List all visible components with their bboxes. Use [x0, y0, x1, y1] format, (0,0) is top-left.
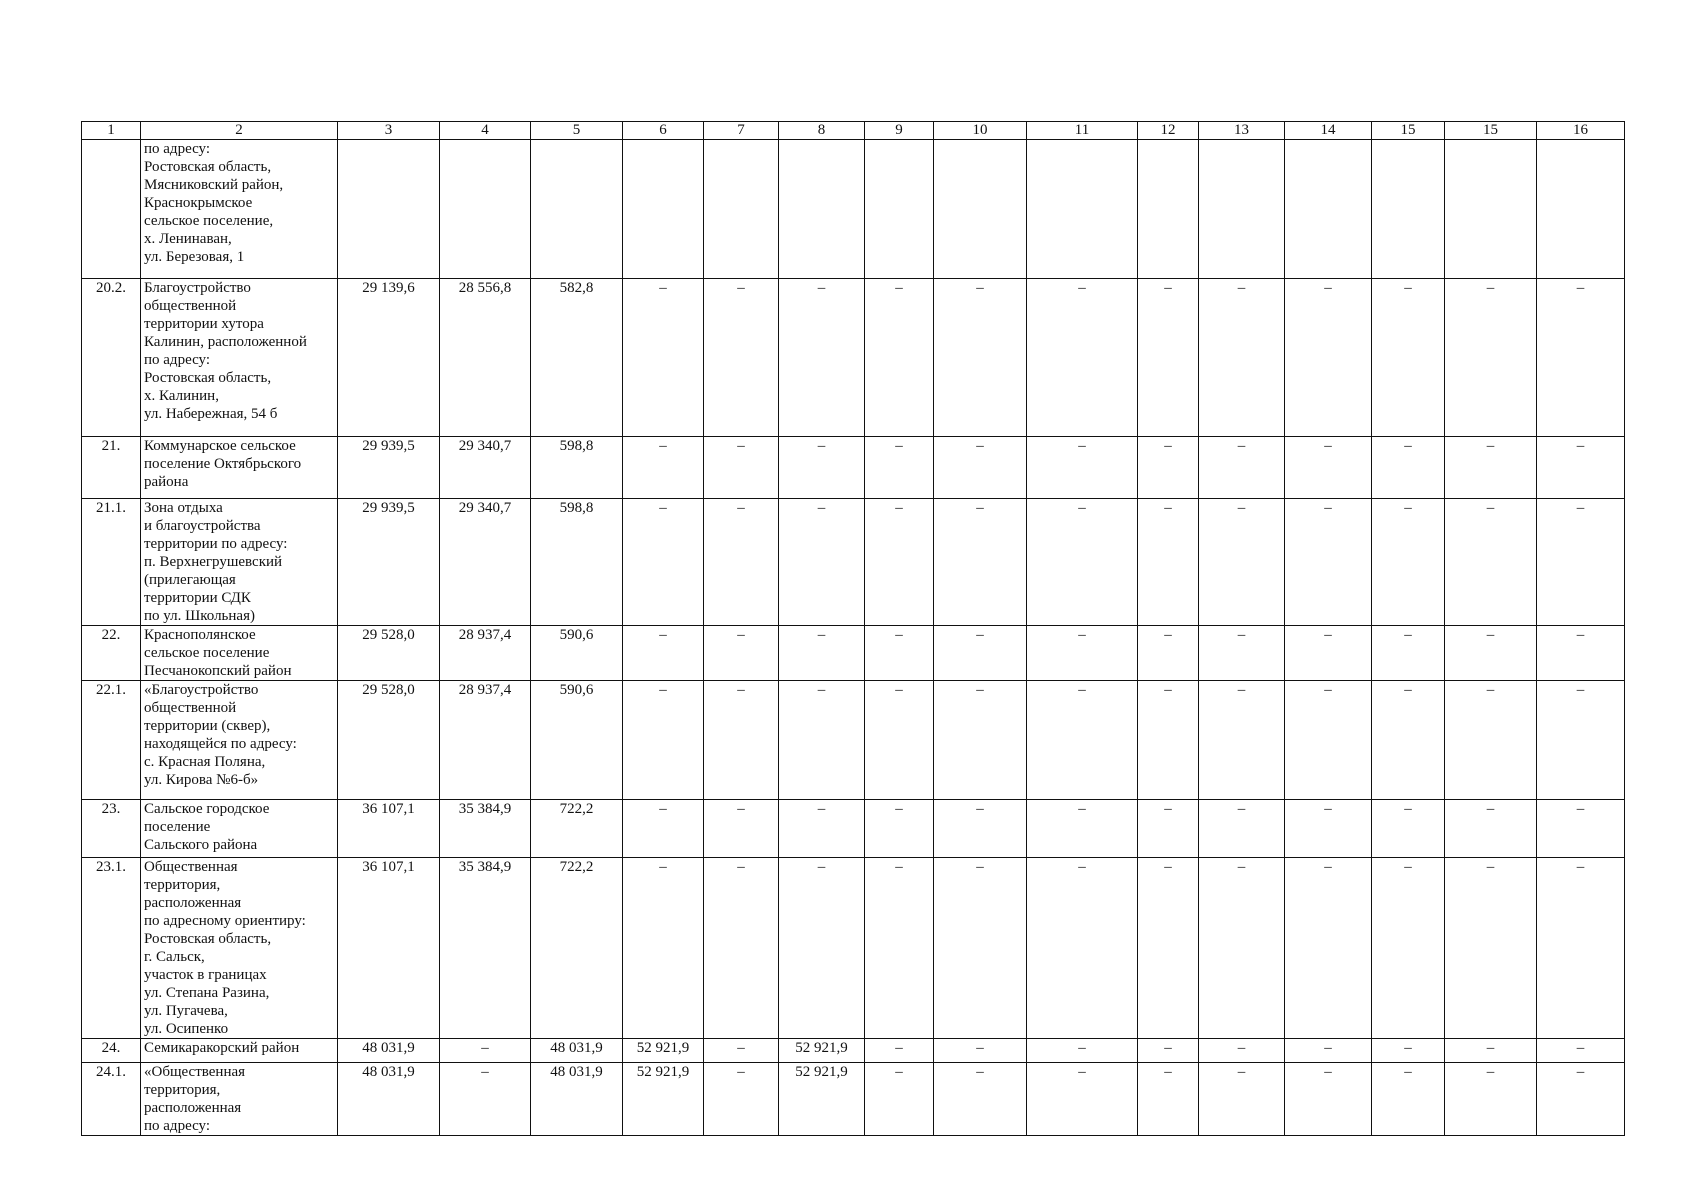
value-col-6: –	[623, 858, 704, 1039]
value-col-11	[1027, 140, 1138, 279]
value-col-13: –	[1199, 858, 1285, 1039]
value-col-3	[338, 140, 440, 279]
table-row	[82, 279, 1625, 437]
value-col-8: –	[779, 437, 865, 499]
value-col-16: –	[1445, 499, 1537, 626]
value-col-14: –	[1285, 1039, 1372, 1063]
row-name: Коммунарское сельское поселение Октябрьского района	[141, 437, 338, 499]
value-col-8: 52 921,9	[779, 1063, 865, 1136]
value-col-8: 52 921,9	[779, 1039, 865, 1063]
value-col-17: –	[1537, 626, 1625, 681]
value-col-7: –	[704, 437, 779, 499]
value-col-10: –	[934, 1063, 1027, 1136]
value-col-6: –	[623, 437, 704, 499]
value-col-7: –	[704, 800, 779, 858]
row-name: «Общественная территория, расположенная по адресу:	[141, 1063, 338, 1136]
value-col-8	[779, 140, 865, 279]
value-col-10: –	[934, 681, 1027, 800]
value-col-9: –	[865, 800, 934, 858]
value-col-16: –	[1445, 279, 1537, 437]
value-col-8: –	[779, 499, 865, 626]
header-cell: 13	[1199, 122, 1285, 140]
value-col-11: –	[1027, 499, 1138, 626]
value-col-17: –	[1537, 681, 1625, 800]
value-col-17: –	[1537, 1039, 1625, 1063]
row-name: по адресу: Ростовская область, Мясниковский район, Краснокрымское сельское поселение, х. Ленинаван, ул. Березовая, 1	[141, 140, 338, 279]
value-col-15	[1372, 140, 1445, 279]
value-col-13: –	[1199, 800, 1285, 858]
value-col-11: –	[1027, 437, 1138, 499]
header-cell: 10	[934, 122, 1027, 140]
row-number: 24.1.	[82, 1063, 141, 1136]
header-cell: 7	[704, 122, 779, 140]
value-col-3: 29 939,5	[338, 499, 440, 626]
value-col-14: –	[1285, 437, 1372, 499]
value-col-4: 35 384,9	[440, 800, 531, 858]
value-col-7: –	[704, 858, 779, 1039]
header-cell: 15	[1372, 122, 1445, 140]
value-col-3: 48 031,9	[338, 1063, 440, 1136]
row-number	[82, 140, 141, 279]
value-col-12: –	[1138, 499, 1199, 626]
value-col-5: 722,2	[531, 858, 623, 1039]
value-col-6: –	[623, 681, 704, 800]
table-row	[82, 858, 1625, 1039]
value-col-13: –	[1199, 1063, 1285, 1136]
value-col-13: –	[1199, 1039, 1285, 1063]
value-col-4: 28 937,4	[440, 681, 531, 800]
value-col-9: –	[865, 499, 934, 626]
value-col-11: –	[1027, 1063, 1138, 1136]
value-col-17: –	[1537, 800, 1625, 858]
value-col-12: –	[1138, 1063, 1199, 1136]
row-name: «Благоустройство общественной территории (сквер), находящейся по адресу: с. Красная Поляна, ул. Кирова №6-б»	[141, 681, 338, 800]
value-col-8: –	[779, 626, 865, 681]
value-col-6: –	[623, 800, 704, 858]
value-col-15: –	[1372, 800, 1445, 858]
row-number: 24.	[82, 1039, 141, 1063]
value-col-17	[1537, 140, 1625, 279]
value-col-11: –	[1027, 279, 1138, 437]
table-row	[82, 1063, 1625, 1136]
value-col-9: –	[865, 626, 934, 681]
value-col-9: –	[865, 437, 934, 499]
value-col-16: –	[1445, 1063, 1537, 1136]
value-col-5: 722,2	[531, 800, 623, 858]
value-col-5: 590,6	[531, 681, 623, 800]
value-col-15: –	[1372, 1063, 1445, 1136]
value-col-4: 29 340,7	[440, 437, 531, 499]
value-col-5: 590,6	[531, 626, 623, 681]
value-col-15: –	[1372, 858, 1445, 1039]
value-col-8: –	[779, 858, 865, 1039]
row-name: Общественная территория, расположенная по адресному ориентиру: Ростовская область, г. Сальск, участок в границах ул. Степана Разина, ул. Пугачева, ул. Осипенко	[141, 858, 338, 1039]
header-cell: 16	[1537, 122, 1625, 140]
value-col-7: –	[704, 279, 779, 437]
value-col-5	[531, 140, 623, 279]
value-col-12: –	[1138, 279, 1199, 437]
value-col-12: –	[1138, 1039, 1199, 1063]
table-row	[82, 499, 1625, 626]
table-row	[82, 681, 1625, 800]
value-col-10	[934, 140, 1027, 279]
value-col-9: –	[865, 1039, 934, 1063]
row-name: Краснополянское сельское поселение Песчанокопский район	[141, 626, 338, 681]
value-col-7: –	[704, 681, 779, 800]
value-col-6: –	[623, 279, 704, 437]
value-col-15: –	[1372, 1039, 1445, 1063]
header-cell: 5	[531, 122, 623, 140]
header-cell: 15	[1445, 122, 1537, 140]
value-col-17: –	[1537, 499, 1625, 626]
value-col-11: –	[1027, 800, 1138, 858]
value-col-12: –	[1138, 437, 1199, 499]
column-number-row	[82, 122, 1625, 140]
row-name: Сальское городское поселение Сальского района	[141, 800, 338, 858]
value-col-17: –	[1537, 279, 1625, 437]
value-col-14: –	[1285, 681, 1372, 800]
value-col-11: –	[1027, 681, 1138, 800]
value-col-4: 29 340,7	[440, 499, 531, 626]
header-cell: 8	[779, 122, 865, 140]
value-col-7	[704, 140, 779, 279]
table-body	[82, 140, 1625, 1136]
value-col-12: –	[1138, 626, 1199, 681]
value-col-16: –	[1445, 626, 1537, 681]
row-number: 23.1.	[82, 858, 141, 1039]
value-col-6: 52 921,9	[623, 1039, 704, 1063]
value-col-12: –	[1138, 858, 1199, 1039]
value-col-5: 582,8	[531, 279, 623, 437]
value-col-15: –	[1372, 499, 1445, 626]
header-cell: 14	[1285, 122, 1372, 140]
value-col-6: –	[623, 499, 704, 626]
value-col-10: –	[934, 626, 1027, 681]
value-col-16: –	[1445, 800, 1537, 858]
table-row	[82, 140, 1625, 279]
value-col-9: –	[865, 681, 934, 800]
row-name: Зона отдыха и благоустройства территории по адресу: п. Верхнегрушевский (прилегающая территории СДК по ул. Школьная)	[141, 499, 338, 626]
value-col-11: –	[1027, 858, 1138, 1039]
value-col-17: –	[1537, 437, 1625, 499]
header-cell: 9	[865, 122, 934, 140]
value-col-3: 48 031,9	[338, 1039, 440, 1063]
row-number: 21.	[82, 437, 141, 499]
value-col-12: –	[1138, 800, 1199, 858]
value-col-10: –	[934, 499, 1027, 626]
header-cell: 6	[623, 122, 704, 140]
value-col-12: –	[1138, 681, 1199, 800]
value-col-12	[1138, 140, 1199, 279]
header-cell: 1	[82, 122, 141, 140]
value-col-10: –	[934, 800, 1027, 858]
value-col-6	[623, 140, 704, 279]
budget-table	[81, 121, 1625, 1136]
value-col-16: –	[1445, 858, 1537, 1039]
value-col-4: 28 937,4	[440, 626, 531, 681]
value-col-14: –	[1285, 279, 1372, 437]
value-col-14	[1285, 140, 1372, 279]
value-col-13: –	[1199, 626, 1285, 681]
value-col-7: –	[704, 499, 779, 626]
value-col-13: –	[1199, 681, 1285, 800]
row-number: 22.	[82, 626, 141, 681]
row-name: Семикаракорский район	[141, 1039, 338, 1063]
value-col-13: –	[1199, 279, 1285, 437]
value-col-4: 28 556,8	[440, 279, 531, 437]
value-col-7: –	[704, 1039, 779, 1063]
value-col-14: –	[1285, 1063, 1372, 1136]
table-row	[82, 1039, 1625, 1063]
value-col-13	[1199, 140, 1285, 279]
value-col-8: –	[779, 800, 865, 858]
row-number: 20.2.	[82, 279, 141, 437]
value-col-5: 48 031,9	[531, 1039, 623, 1063]
header-cell: 11	[1027, 122, 1138, 140]
value-col-9: –	[865, 1063, 934, 1136]
value-col-10: –	[934, 1039, 1027, 1063]
value-col-10: –	[934, 279, 1027, 437]
value-col-3: 36 107,1	[338, 800, 440, 858]
value-col-10: –	[934, 858, 1027, 1039]
value-col-9	[865, 140, 934, 279]
value-col-8: –	[779, 681, 865, 800]
header-cell: 3	[338, 122, 440, 140]
value-col-14: –	[1285, 499, 1372, 626]
value-col-15: –	[1372, 437, 1445, 499]
value-col-13: –	[1199, 499, 1285, 626]
value-col-6: 52 921,9	[623, 1063, 704, 1136]
value-col-15: –	[1372, 279, 1445, 437]
value-col-4: –	[440, 1039, 531, 1063]
value-col-4: –	[440, 1063, 531, 1136]
value-col-17: –	[1537, 858, 1625, 1039]
value-col-6: –	[623, 626, 704, 681]
table-row	[82, 437, 1625, 499]
value-col-9: –	[865, 858, 934, 1039]
header-cell: 12	[1138, 122, 1199, 140]
value-col-16: –	[1445, 1039, 1537, 1063]
row-number: 23.	[82, 800, 141, 858]
value-col-7: –	[704, 626, 779, 681]
value-col-4: 35 384,9	[440, 858, 531, 1039]
value-col-16: –	[1445, 681, 1537, 800]
value-col-3: 29 528,0	[338, 681, 440, 800]
value-col-14: –	[1285, 858, 1372, 1039]
value-col-15: –	[1372, 626, 1445, 681]
value-col-3: 29 139,6	[338, 279, 440, 437]
row-number: 21.1.	[82, 499, 141, 626]
value-col-11: –	[1027, 626, 1138, 681]
value-col-14: –	[1285, 626, 1372, 681]
row-number: 22.1.	[82, 681, 141, 800]
header-cell: 4	[440, 122, 531, 140]
header-cell: 2	[141, 122, 338, 140]
value-col-10: –	[934, 437, 1027, 499]
value-col-4	[440, 140, 531, 279]
value-col-3: 29 528,0	[338, 626, 440, 681]
value-col-5: 598,8	[531, 437, 623, 499]
value-col-7: –	[704, 1063, 779, 1136]
value-col-16: –	[1445, 437, 1537, 499]
value-col-15: –	[1372, 681, 1445, 800]
value-col-5: 598,8	[531, 499, 623, 626]
value-col-17: –	[1537, 1063, 1625, 1136]
value-col-8: –	[779, 279, 865, 437]
value-col-9: –	[865, 279, 934, 437]
value-col-3: 29 939,5	[338, 437, 440, 499]
value-col-14: –	[1285, 800, 1372, 858]
value-col-16	[1445, 140, 1537, 279]
row-name: Благоустройство общественной территории хутора Калинин, расположенной по адресу: Ростовская область, х. Калинин, ул. Набережная, 54 б	[141, 279, 338, 437]
value-col-5: 48 031,9	[531, 1063, 623, 1136]
value-col-3: 36 107,1	[338, 858, 440, 1039]
value-col-11: –	[1027, 1039, 1138, 1063]
value-col-13: –	[1199, 437, 1285, 499]
table-row	[82, 800, 1625, 858]
table-row	[82, 626, 1625, 681]
